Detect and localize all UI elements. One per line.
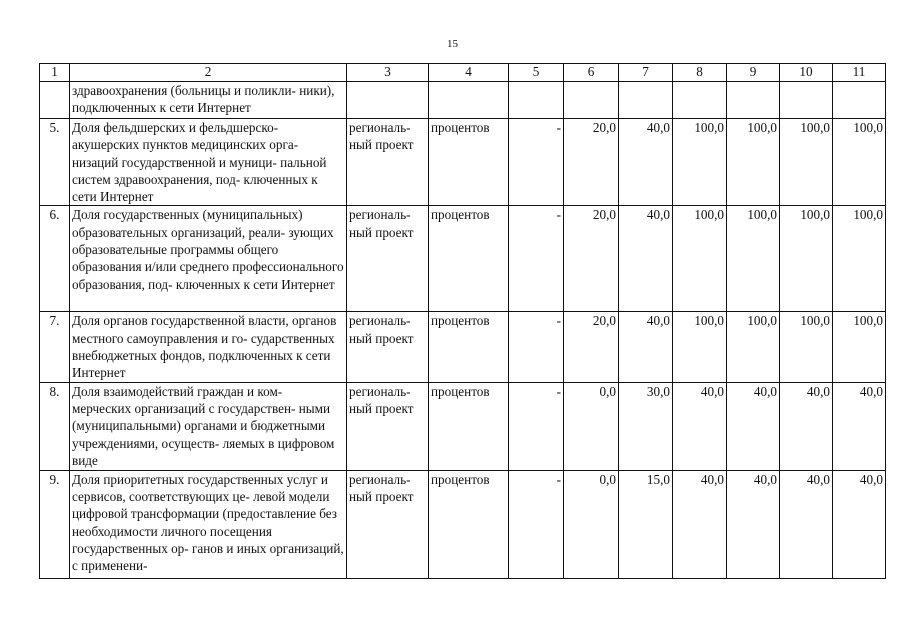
- value-cell: [727, 82, 780, 119]
- value-cell: 100,0: [833, 312, 886, 382]
- value-cell: 30,0: [619, 382, 673, 470]
- table-row: [40, 382, 886, 470]
- indicator-name-cell: здравоохранения (больницы и поликли- ники), подключенных к сети Интернет: [70, 82, 347, 119]
- column-number-cell: 9: [727, 64, 780, 82]
- page-number: 15: [447, 38, 458, 50]
- column-number-cell: 11: [833, 64, 886, 82]
- column-number-cell: 6: [564, 64, 619, 82]
- value-cell: 40,0: [673, 382, 727, 470]
- value-cell: 40,0: [619, 206, 673, 312]
- value-cell: 100,0: [727, 119, 780, 206]
- base-value-cell: -: [509, 119, 564, 206]
- value-cell: 40,0: [619, 312, 673, 382]
- table-row: [40, 312, 886, 382]
- value-cell: 40,0: [833, 382, 886, 470]
- column-number-cell: 2: [70, 64, 347, 82]
- row-number-cell: 6.: [40, 206, 70, 312]
- unit-cell: процентов: [429, 206, 509, 312]
- row-number-cell: [40, 82, 70, 119]
- value-cell: 100,0: [780, 206, 833, 312]
- source-cell: региональ- ный проект: [347, 470, 429, 578]
- unit-cell: [429, 82, 509, 119]
- indicator-name-cell: Доля фельдшерских и фельдшерско- акушерских пунктов медицинских орга- низаций государственной и муници- пальной систем здравоохранения, под- ключенных к сети Интернет: [70, 119, 347, 206]
- source-cell: региональ- ный проект: [347, 312, 429, 382]
- value-cell: [673, 82, 727, 119]
- value-cell: 100,0: [833, 119, 886, 206]
- value-cell: 40,0: [780, 470, 833, 578]
- value-cell: [780, 82, 833, 119]
- row-number-cell: 9.: [40, 470, 70, 578]
- base-value-cell: [509, 82, 564, 119]
- unit-cell: процентов: [429, 119, 509, 206]
- value-cell: 100,0: [673, 312, 727, 382]
- base-value-cell: -: [509, 206, 564, 312]
- table-body: [40, 64, 886, 579]
- table-row: [40, 82, 886, 119]
- value-cell: 40,0: [833, 470, 886, 578]
- source-cell: региональ- ный проект: [347, 206, 429, 312]
- source-cell: региональ- ный проект: [347, 382, 429, 470]
- value-cell: 0,0: [564, 470, 619, 578]
- value-cell: 40,0: [673, 470, 727, 578]
- value-cell: 20,0: [564, 312, 619, 382]
- row-number-cell: 7.: [40, 312, 70, 382]
- value-cell: 100,0: [833, 206, 886, 312]
- value-cell: 20,0: [564, 119, 619, 206]
- base-value-cell: -: [509, 470, 564, 578]
- table-row: [40, 206, 886, 312]
- value-cell: 100,0: [780, 312, 833, 382]
- column-number-cell: 3: [347, 64, 429, 82]
- value-cell: [619, 82, 673, 119]
- column-number-cell: 4: [429, 64, 509, 82]
- unit-cell: процентов: [429, 312, 509, 382]
- value-cell: 0,0: [564, 382, 619, 470]
- table-row: [40, 119, 886, 206]
- column-number-cell: 10: [780, 64, 833, 82]
- value-cell: 40,0: [619, 119, 673, 206]
- indicator-name-cell: Доля органов государственной власти, органов местного самоуправления и го- сударственных внебюджетных фондов, подключенных к сети Интернет: [70, 312, 347, 382]
- source-cell: [347, 82, 429, 119]
- row-number-cell: 5.: [40, 119, 70, 206]
- unit-cell: процентов: [429, 470, 509, 578]
- indicator-name-cell: Доля взаимодействий граждан и ком- мерческих организаций с государствен- ными (муниципальными) органами и бюджетными учреждениями, осуществ- ляемых в цифровом виде: [70, 382, 347, 470]
- indicators-table: [39, 63, 886, 579]
- base-value-cell: -: [509, 382, 564, 470]
- column-number-cell: 8: [673, 64, 727, 82]
- value-cell: 15,0: [619, 470, 673, 578]
- indicator-name-cell: Доля приоритетных государственных услуг и сервисов, соответствующих це- левой модели цифровой трансформации (предоставление без необходимости личного посещения государственных ор- ганов и иных организаций, с применени-: [70, 470, 347, 578]
- value-cell: [833, 82, 886, 119]
- value-cell: 100,0: [727, 312, 780, 382]
- column-number-cell: 5: [509, 64, 564, 82]
- base-value-cell: -: [509, 312, 564, 382]
- value-cell: 40,0: [727, 470, 780, 578]
- source-cell: региональ- ный проект: [347, 119, 429, 206]
- value-cell: 100,0: [673, 119, 727, 206]
- unit-cell: процентов: [429, 382, 509, 470]
- value-cell: 100,0: [673, 206, 727, 312]
- column-number-cell: 1: [40, 64, 70, 82]
- value-cell: 40,0: [727, 382, 780, 470]
- value-cell: 20,0: [564, 206, 619, 312]
- column-number-cell: 7: [619, 64, 673, 82]
- value-cell: 100,0: [727, 206, 780, 312]
- row-number-cell: 8.: [40, 382, 70, 470]
- table-row: [40, 470, 886, 578]
- column-number-row: [40, 64, 886, 82]
- value-cell: [564, 82, 619, 119]
- value-cell: 40,0: [780, 382, 833, 470]
- indicator-name-cell: Доля государственных (муниципальных) образовательных организаций, реали- зующих образовательные программы общего образования и/или среднего профессионального образования, под- ключенных к сети Интернет: [70, 206, 347, 312]
- value-cell: 100,0: [780, 119, 833, 206]
